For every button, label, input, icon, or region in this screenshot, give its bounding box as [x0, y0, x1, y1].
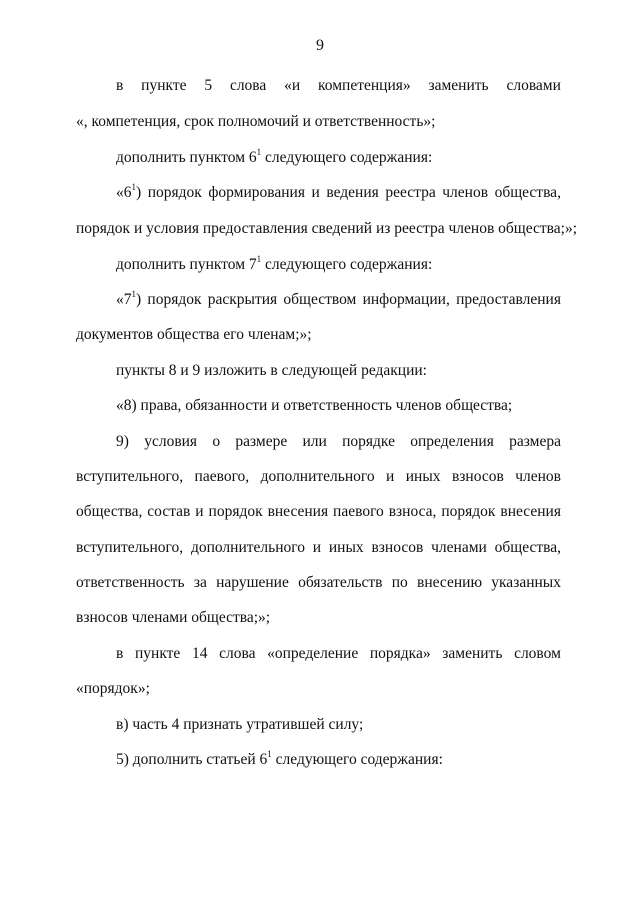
- paragraph-line-18: «порядок»;: [76, 680, 150, 697]
- text: 5) дополнить статьей 6: [116, 751, 268, 768]
- word: и: [386, 468, 395, 485]
- word: внесения: [267, 503, 329, 520]
- word: и: [195, 503, 204, 520]
- paragraph-line-20: [116, 750, 443, 770]
- word: взносов: [451, 468, 504, 485]
- word: общества,: [494, 184, 561, 201]
- text: дополнить пунктом 7: [116, 256, 257, 273]
- word: «$6^1$): [116, 181, 142, 201]
- word: заменить: [428, 77, 489, 94]
- word: слова: [229, 77, 267, 94]
- word: порядке: [342, 433, 395, 450]
- superscript: 1: [256, 253, 262, 264]
- paragraph-line-15: [76, 573, 561, 593]
- word: словом: [514, 645, 561, 662]
- word: паевого,: [194, 468, 250, 485]
- word: членами: [431, 539, 487, 556]
- word: вступительного,: [76, 468, 184, 485]
- word: и: [312, 539, 322, 556]
- word: иных: [405, 468, 441, 485]
- word: порядок: [147, 291, 202, 308]
- word: или: [302, 433, 327, 450]
- word: порядок: [441, 503, 496, 520]
- paragraph-line-12: [76, 467, 561, 487]
- text: следующего содержания:: [271, 751, 443, 768]
- word: в: [116, 645, 124, 662]
- paragraph-line-6: [116, 255, 432, 275]
- word: в: [116, 77, 124, 94]
- paragraph-line-4: [116, 183, 561, 203]
- paragraph-line-7: [116, 290, 561, 310]
- text: следующего содержания:: [261, 149, 433, 166]
- word: 5: [204, 77, 213, 94]
- word: «определение: [267, 645, 359, 662]
- paragraph-line-10: «8) права, обязанности и ответственность членов общества;: [116, 397, 513, 414]
- word: словами: [506, 77, 561, 94]
- paragraph-line-1: [116, 76, 561, 96]
- word: обязательств: [298, 574, 383, 591]
- word: заменить: [442, 645, 503, 662]
- paragraph-line-13: [76, 502, 561, 522]
- word: внесению: [417, 574, 483, 591]
- word: вступительного,: [76, 539, 184, 556]
- word: условия: [144, 433, 198, 450]
- word: пункте: [141, 77, 187, 94]
- word: ответственность: [76, 574, 185, 591]
- word: формирования: [208, 184, 305, 201]
- word: состав: [147, 503, 191, 520]
- word: нарушение: [216, 574, 289, 591]
- word: информации,: [362, 291, 450, 308]
- word: 14: [191, 645, 208, 662]
- text: дополнить пунктом 6: [116, 149, 257, 166]
- word: указанных: [491, 574, 561, 591]
- word: взносов: [371, 539, 424, 556]
- superscript: 1: [267, 748, 272, 759]
- paragraph-line-17: [116, 644, 561, 664]
- word: пункте: [134, 645, 181, 662]
- word: компетенция»: [318, 77, 411, 94]
- superscript: 1: [131, 288, 136, 299]
- superscript: 1: [256, 146, 262, 157]
- text: следующего содержания:: [261, 256, 433, 273]
- paragraph-line-5: порядок и условия предоставления сведений из реестра членов общества;»;: [76, 220, 577, 237]
- word: обществом: [283, 291, 357, 308]
- word: дополнительного: [190, 539, 305, 556]
- word: раскрытия: [207, 291, 278, 308]
- word: порядок: [147, 184, 202, 201]
- word: реестра: [385, 184, 436, 201]
- paragraph-line-9: пункты 8 и 9 изложить в следующей редакции:: [116, 362, 427, 379]
- word: порядок: [208, 503, 263, 520]
- word: слова: [219, 645, 256, 662]
- word: за: [193, 574, 207, 591]
- word: членов: [515, 468, 561, 485]
- word: 9): [116, 433, 129, 450]
- word: взноса,: [388, 503, 437, 520]
- paragraph-line-8: документов общества его членам;»;: [76, 326, 312, 343]
- paragraph-line-3: [116, 148, 432, 168]
- word: о: [212, 433, 221, 450]
- word: предоставления: [456, 291, 561, 308]
- word: членов: [442, 184, 489, 201]
- paragraph-line-16: взносов членами общества;»;: [76, 609, 271, 626]
- word: по: [391, 574, 408, 591]
- word: «и: [284, 77, 301, 94]
- word: внесения: [500, 503, 561, 520]
- word: ведения: [326, 184, 379, 201]
- word: определения: [410, 433, 494, 450]
- word: размера: [509, 433, 561, 450]
- word: дополнительного: [260, 468, 375, 485]
- paragraph-line-2: «, компетенция, срок полномочий и ответственность»;: [76, 113, 436, 130]
- paragraph-line-19: в) часть 4 признать утратившей силу;: [116, 716, 364, 733]
- word: размере: [235, 433, 288, 450]
- word: «$7^1$): [116, 288, 142, 308]
- word: порядка»: [369, 645, 431, 662]
- word: и: [311, 184, 320, 201]
- word: общества,: [494, 539, 561, 556]
- paragraph-line-11: [116, 432, 561, 452]
- word: иных: [328, 539, 364, 556]
- paragraph-line-14: [76, 538, 561, 558]
- word: паевого: [333, 503, 384, 520]
- page-number: 9: [316, 37, 324, 54]
- superscript: 1: [131, 181, 136, 192]
- word: общества,: [76, 503, 143, 520]
